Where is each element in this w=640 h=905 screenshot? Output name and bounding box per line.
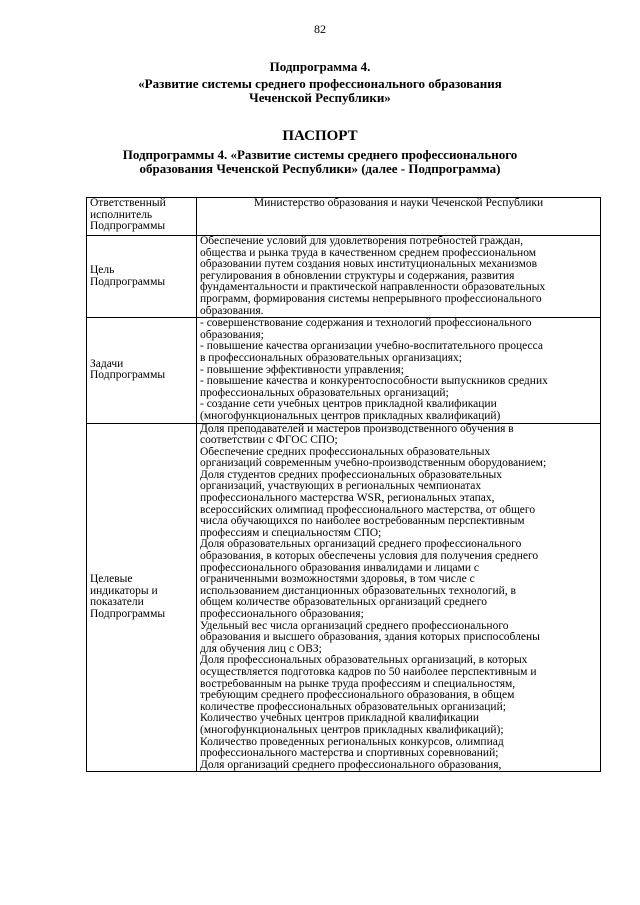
tasks-label-cell [87, 318, 197, 423]
goal-text-line: образования. [200, 305, 264, 317]
indicators-text-line: Доля преподавателей и мастеров производственного обучения в [200, 423, 514, 435]
indicators-text-line: Удельный вес числа организаций среднего профессионального [200, 620, 509, 632]
table-row-goal [87, 236, 601, 318]
goal-label-line: Подпрограммы [90, 276, 166, 288]
indicators-text-line: образования и высшего образования, здания которых приспособлены [200, 632, 540, 644]
indicators-text-line: профессионального образования инвалидами и лицами с [200, 562, 479, 574]
indicators-text-line: всероссийских олимпиад профессионального мастерства, от общего [200, 504, 536, 516]
indicators-text-line: для обучения лиц с ОВЗ; [200, 643, 322, 655]
indicators-label-line: индикаторы и [90, 585, 158, 597]
executor-label-cell [87, 198, 197, 236]
tasks-text-line: профессиональных образовательных организаций; [200, 387, 449, 399]
table-row-indicators [87, 423, 601, 772]
indicators-label-line: показатели [90, 597, 144, 609]
goal-label-line: Цель [90, 264, 115, 276]
tasks-text-line: в профессиональных образовательных организациях; [200, 352, 462, 364]
indicators-text-line: использованием дистанционных образовательных технологий, в [200, 585, 516, 597]
indicators-text-line: осуществляется подготовка кадров по 50 наиболее перспективным и [200, 666, 537, 678]
indicators-text-line: организаций современным учебно-производственным оборудованием; [200, 458, 547, 470]
indicators-text-line: Обеспечение средних профессиональных образовательных [200, 446, 491, 458]
indicators-text-line: Доля студентов средних профессиональных образовательных [200, 469, 502, 481]
indicators-text-line: Количество учебных центров прикладной квалификации [200, 713, 480, 725]
tasks-text-line: - совершенствование содержания и технологий профессионального [200, 318, 532, 330]
tasks-text-line: - создание сети учебных центров прикладной квалификации [200, 399, 497, 411]
indicators-label-line: Подпрограммы [90, 609, 166, 620]
goal-value-cell [197, 236, 601, 318]
indicators-text-line: Количество проведенных региональных конкурсов, олимпиад [200, 736, 504, 748]
indicators-text-line: требующим среднего профессионального образования, в общем [200, 690, 515, 702]
indicators-text-line: числа обучающихся по наиболее востребованным перспективным [200, 516, 525, 528]
tasks-label-line: Задачи [90, 358, 124, 370]
executor-label-line: Ответственный [90, 198, 166, 209]
subprogram-title-block [0, 60, 640, 105]
indicators-text-line: профессионального образования; [200, 609, 364, 620]
table-row-tasks [87, 318, 601, 423]
indicators-text-line: соответствии с ФГОС СПО; [200, 435, 338, 447]
indicators-text-line: количестве профессиональных образовательных организаций; [200, 701, 506, 713]
goal-text-line: регулирования в обновлении структуры и содержания, развития [200, 270, 515, 282]
indicators-text-line: организаций, участвующих в региональных чемпионатах [200, 481, 482, 493]
executor-label-line: исполнитель [90, 209, 153, 221]
subprogram-title-line-2: Чеченской Республики» [249, 90, 391, 105]
indicators-label-line: Целевые [90, 574, 133, 586]
goal-label-cell [87, 236, 197, 318]
goal-text-line: фундаментальности и практической направленности образовательных [200, 282, 546, 294]
subprogram-heading: Подпрограмма 4. [269, 59, 371, 74]
tasks-text-line: - повышение качества и конкурентоспособности выпускников средних [200, 376, 548, 388]
passport-subtitle-line-2: образования Чеченской Республики» (далее - Подпрограмма) [139, 161, 501, 176]
tasks-text-line: - повышение эффективности управления; [200, 364, 404, 376]
indicators-text-line: (многофункциональных центров прикладных квалификаций); [200, 724, 504, 736]
tasks-text-line: - повышение качества организации учебно-воспитательного процесса [200, 341, 543, 353]
passport-table [86, 197, 601, 772]
indicators-text-line: профессиям и специальностям СПО; [200, 527, 382, 539]
indicators-text-line: Доля образовательных организаций среднего профессионального [200, 539, 522, 551]
page-number: 82 [314, 22, 326, 36]
tasks-text-line: (многофункциональных центров прикладных квалификаций) [200, 410, 501, 422]
goal-text-line: Обеспечение условий для удовлетворения потребностей граждан, [200, 236, 524, 247]
indicators-text-line: образования, в которых обеспечены условия для получения среднего [200, 551, 539, 563]
indicators-text-line: общем количестве образовательных организаций среднего [200, 597, 487, 609]
tasks-label-line: Подпрограммы [90, 370, 166, 382]
passport-heading: ПАСПОРТ [282, 128, 358, 144]
executor-value: Министерство образования и науки Чеченской Республики [253, 197, 544, 209]
indicators-label-cell [87, 423, 197, 772]
indicators-text-line: профессионального мастерства WSR, региональных этапах, [200, 493, 495, 505]
goal-text-line: образовании путем создания новых институциональных механизмов [200, 259, 538, 271]
executor-value-cell [197, 198, 601, 236]
passport-subtitle [60, 148, 580, 176]
indicators-text-line: ограниченными возможностями здоровья, в том числе с [200, 574, 475, 586]
indicators-text-line: востребованным на рынке труда профессиям и специальностям, [200, 678, 516, 690]
indicators-value-cell [197, 423, 601, 772]
passport-subtitle-line-1: Подпрограммы 4. «Развитие системы среднего профессионального [122, 147, 518, 162]
tasks-value-cell [197, 318, 601, 423]
indicators-text-line: Доля организаций среднего профессионального образования, [200, 759, 502, 771]
indicators-text-line: Доля профессиональных образовательных организаций, в которых [200, 655, 528, 667]
indicators-text-line: профессионального мастерства и спортивных соревнований; [200, 748, 499, 760]
tasks-text-line: образования; [200, 329, 264, 341]
goal-text-line: программ, формирования системы непрерывного профессионального [200, 293, 542, 305]
goal-text-line: общества и рынка труда в качественном среднем профессиональном [200, 247, 537, 259]
table-row-executor [87, 198, 601, 236]
subprogram-title-line-1: «Развитие системы среднего профессионального образования [138, 76, 502, 91]
executor-label-line: Подпрограммы [90, 221, 166, 233]
